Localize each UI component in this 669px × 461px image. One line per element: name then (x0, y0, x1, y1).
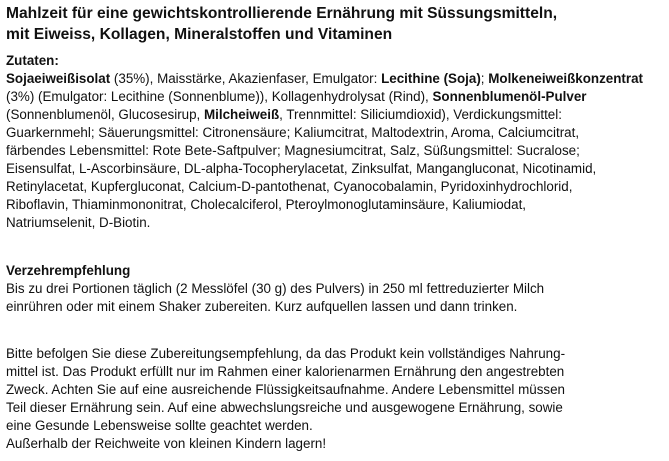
ingredients-heading: Zutaten: (6, 53, 59, 68)
ingredients-text: ; (480, 71, 489, 86)
ingredient-whey-protein: Molkeneiweißkonzentrat (488, 71, 644, 86)
ingredient-soy-protein: Sojaeiweißisolat (6, 71, 111, 86)
ingredient-sunflower-oil-powder: Sonnenblumenöl-Pulver (432, 89, 587, 104)
notice-line-5: eine Gesunde Lebensweise sollte geachtet werden. (6, 418, 313, 433)
recommendation-line-2: einrühren oder mit einem Shaker zubereiten. Kurz aufquellen lassen und dann trinken. (6, 299, 518, 314)
title-line-1: Mahlzeit für eine gewichtskontrollierende Ernährung mit Süssungsmitteln, (6, 5, 558, 22)
ingredients-line-6: Eisensulfat, L-Ascorbinsäure, DL-alpha-Tocopherylacetat, Zinksulfat, Mangangluconat, Nicotinamid, (6, 161, 597, 176)
notice-line-6: Außerhalb der Reichweite von kleinen Kindern lagern! (6, 436, 327, 451)
ingredients-line-7: Retinylacetat, Kupfergluconat, Calcium-D-pantothenat, Cyanocobalamin, Pyridoxinhydrochlorid, (6, 179, 573, 194)
notice-line-1: Bitte befolgen Sie diese Zubereitungsempfehlung, da das Produkt kein vollständiges Nahrung- (6, 346, 566, 361)
ingredients-text: (35%), Maisstärke, Akazienfaser, Emulgator: (110, 71, 382, 86)
ingredients-line-3 (6, 106, 562, 124)
title-line-2: mit Eiweiss, Kollagen, Mineralstoffen und Vitaminen (6, 26, 393, 43)
ingredient-milk-protein: Milcheiweiß (204, 107, 280, 122)
notice-line-4: Teil dieser Ernährung sein. Auf eine abwechslungsreiche und ausgewogene Ernährung, sowie (6, 400, 563, 415)
ingredients-text: (Sonnenblumenöl, Glucosesirup, (6, 107, 204, 122)
notice-line-3: Zweck. Achten Sie auf eine ausreichende Flüssigkeitsaufnahme. Andere Lebensmittel müssen (6, 382, 566, 397)
ingredients-line-1 (6, 70, 643, 88)
ingredients-text: , Trennmittel: Siliciumdioxid), Verdickungsmittel: (279, 107, 562, 122)
ingredients-line-4: Guarkernmehl; Säuerungsmittel: Citronensäure; Kaliumcitrat, Maltodextrin, Aroma, Calciumcitrat, (6, 125, 580, 140)
ingredients-line-8: Riboflavin, Thiaminmononitrat, Cholecalciferol, Pteroylmonoglutaminsäure, Kaliumiodat, (6, 197, 527, 212)
notice-line-2: mittel ist. Das Produkt erfüllt nur im Rahmen einer kalorienarmen Ernährung den angestrebten (6, 364, 565, 379)
ingredient-lecithin-soy: Lecithine (Soja) (381, 71, 481, 86)
ingredients-line-5: färbendes Lebensmittel: Rote Bete-Saftpulver; Magnesiumcitrat, Salz, Süßungsmittel: Sucralose; (6, 143, 580, 158)
ingredients-line-2 (6, 88, 586, 106)
recommendation-heading: Verzehrempfehlung (6, 263, 131, 278)
recommendation-line-1: Bis zu drei Portionen täglich (2 Messlöfel (30 g) des Pulvers) in 250 ml fettreduzierter Milch (6, 281, 545, 296)
ingredients-line-9: Natriumselenit, D-Biotin. (6, 215, 151, 230)
ingredients-text: (3%) (Emulgator: Lecithine (Sonnenblume)), Kollagenhydrolysat (Rind), (6, 89, 433, 104)
